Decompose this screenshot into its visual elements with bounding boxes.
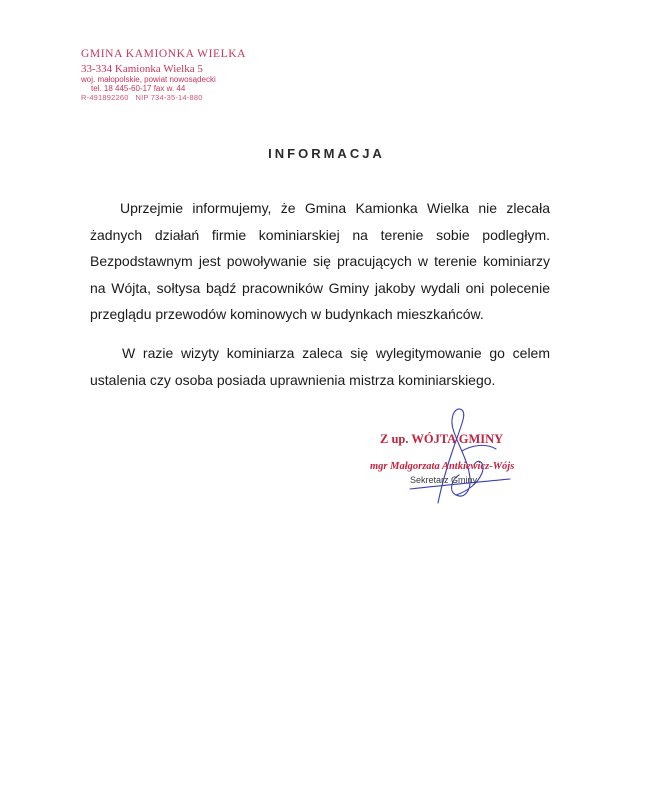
body-paragraph-2: W razie wizyty kominiarza zaleca się wylegitymowanie go celem ustalenia czy osoba posiada uprawnienia mistrza kominiarskiego. xyxy=(90,345,550,388)
signature-title: Z up. WÓJTA GMINY xyxy=(380,432,504,446)
stamp-name: GMINA KAMIONKA WIELKA xyxy=(81,48,247,60)
signature-block xyxy=(350,405,550,505)
document-title-text: INFORMACJA xyxy=(268,146,385,161)
stamp-phone: tel. 18 445-60-17 fax w. 44 xyxy=(91,83,186,93)
municipality-stamp xyxy=(81,48,247,102)
stamp-regon: R-491892260 xyxy=(81,92,129,102)
signatory-name: mgr Małgorzata Antkiewicz-Wójs xyxy=(370,461,515,472)
stamp-address: 33-334 Kamionka Wielka 5 xyxy=(81,62,203,75)
stamp-ids xyxy=(81,94,231,102)
body-paragraph-1: Uprzejmie informujemy, że Gmina Kamionka Wielka nie zlecała żadnych działań firmie kominiarskiej na terenie sobie podległym. Bezpodstawnym jest powoływanie się pracujących w terenie kominiarzy na Wójta, sołtysa bądź pracowników Gminy jakoby wydali oni polecenie przeglądu przewodów kominowych w budynkach mieszkańców. xyxy=(90,200,550,322)
handwritten-signature xyxy=(350,405,550,505)
document-title xyxy=(0,146,645,161)
stamp-region: woj. małopolskie, powiat nowosądecki xyxy=(81,74,216,84)
stamp-nip: NIP 734-35-14-880 xyxy=(135,92,203,102)
signatory-role: Sekretarz Gminy xyxy=(410,475,478,485)
